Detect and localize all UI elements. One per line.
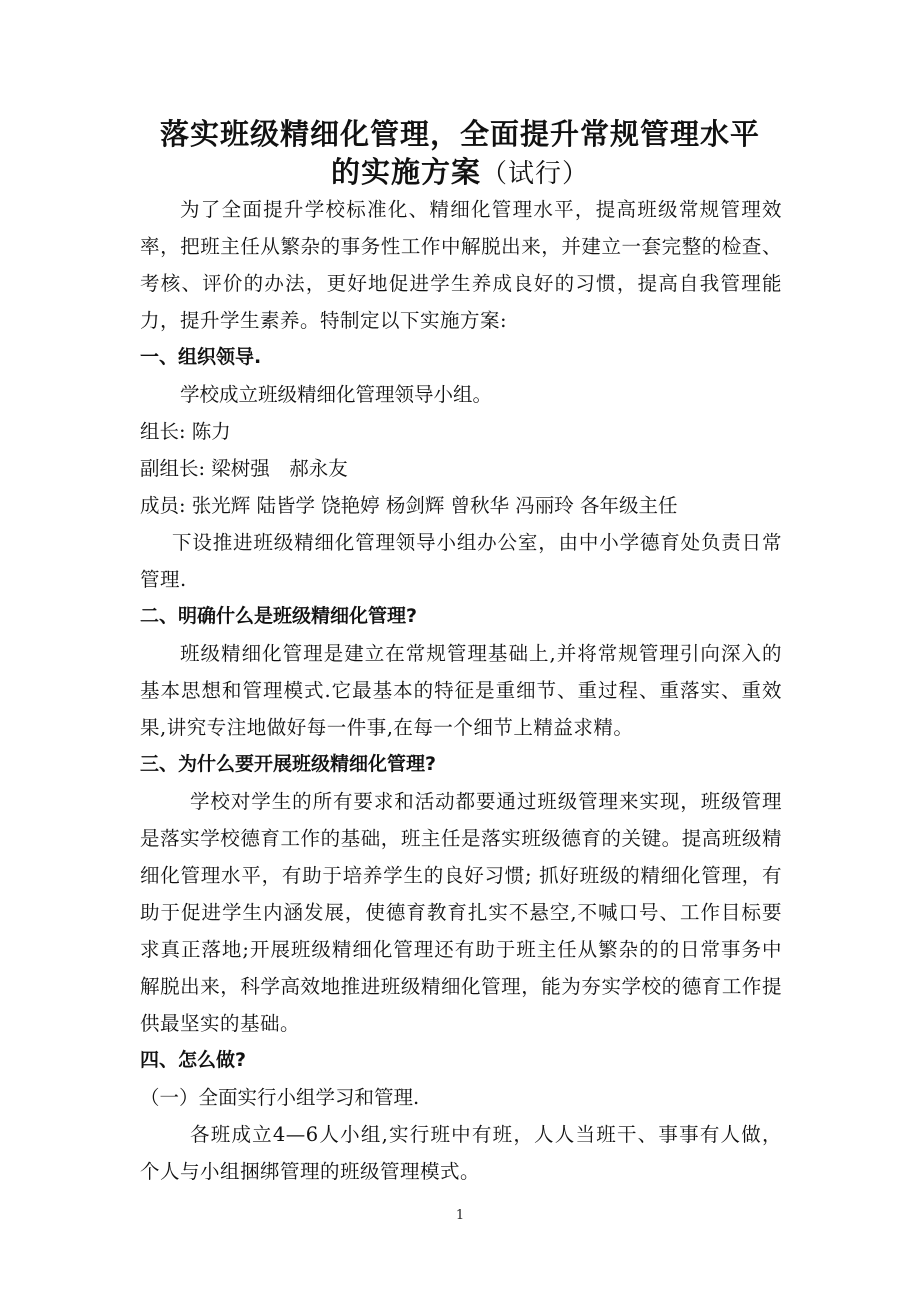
page-number: 1	[455, 1208, 465, 1223]
section4-subheading: （一）全面实行小组学习和管理.	[140, 1086, 420, 1109]
section3-paragraph: 学校对学生的所有要求和活动都要通过班级管理来实现，班级管理是落实学校德育工作的基础，班主任是落实班级德育的关键。提高班级精细化管理水平，有助于培养学生的良好习惯; 抓好班级的精细化管理，有助于促进学生内涵发展，使德育教育扎实不悬空,不喊口号、工作目标要求真正落地;开展班级精细化管理还有助于班主任从繁杂的的日常事务中解脱出来，科学高效地推进班级精细化管理，能为夯实学校的德育工作提供最坚实的基础。	[140, 790, 782, 1035]
document-title-line1: 落实班级精细化管理，全面提升常规管理水平	[159, 117, 760, 151]
intro-paragraph: 为了全面提升学校标准化、精细化管理水平，提高班级常规管理效率，把班主任从繁杂的事务性工作中解脱出来，并建立一套完整的检查、考核、评价的办法，更好地促进学生养成良好的习惯，提高自我管理能力，提升学生素养。特制定以下实施方案:	[140, 198, 782, 332]
section1-paragraph: 学校成立班级精细化管理领导小组。	[180, 383, 493, 406]
section2-paragraph: 班级精细化管理是建立在常规管理基础上,并将常规管理引向深入的基本思想和管理模式.它最基本的特征是重细节、重过程、重落实、重效果,讲究专注地做好每一件事,在每一个细节上精益求精。	[140, 642, 782, 739]
section2-heading: 二、明确什么是班级精细化管理?	[140, 605, 418, 627]
section3-heading: 三、为什么要开展班级精细化管理?	[140, 753, 437, 775]
office-paragraph: 下设推进班级精细化管理领导小组办公室，由中小学德育处负责日常管理.	[140, 531, 782, 591]
document-title-line2	[0, 150, 920, 191]
deputy-leader-line: 副组长: 梁树强 郝永友	[140, 457, 348, 480]
group-leader-line: 组长: 陈力	[140, 420, 231, 443]
members-line: 成员: 张光辉 陆皆学 饶艳婷 杨剑辉 曾秋华 冯丽玲 各年级主任	[140, 494, 678, 517]
document-title-note: （试行）	[481, 159, 590, 189]
document-title-main: 的实施方案	[330, 155, 481, 189]
section4-heading: 四、怎么做?	[140, 1049, 247, 1071]
section1-heading: 一、组织领导.	[140, 346, 262, 368]
section4-paragraph: 各班成立4—6人小组,实行班中有班，人人当班干、事事有人做，个人与小组捆绑管理的班级管理模式。	[140, 1123, 782, 1183]
